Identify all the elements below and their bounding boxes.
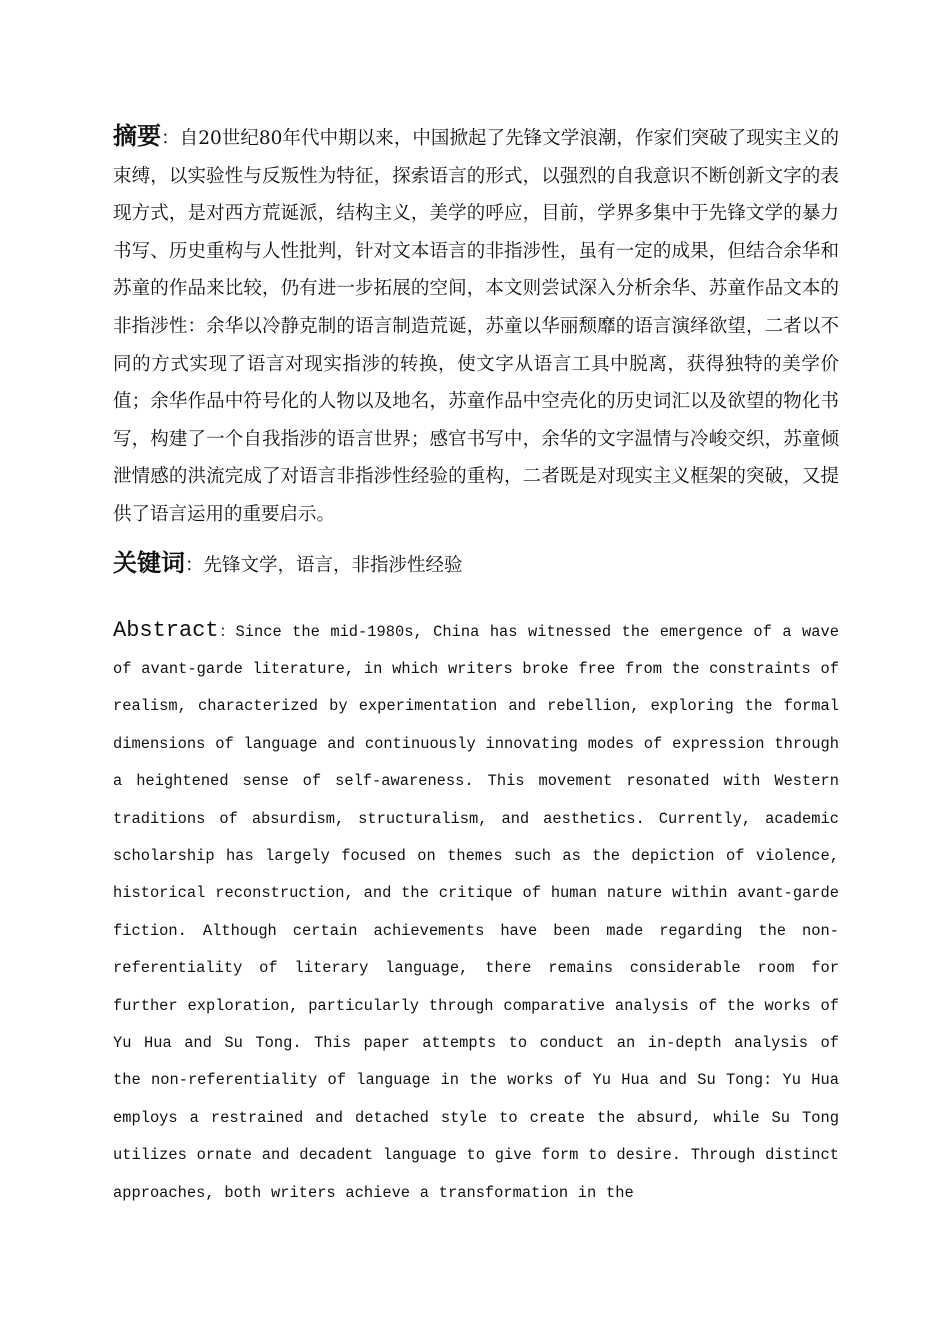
english-abstract-label: Abstract — [113, 617, 219, 643]
english-abstract-colon: ： — [218, 621, 236, 640]
chinese-abstract — [113, 118, 839, 534]
english-abstract-text: Since the mid-1980s, China has witnessed the emergence of a wave of avant-garde literature, in which writers broke free from the constraints of realism, characterized by experimentation and rebellion, exploring the formal dimensions of language and continuously innovating modes of expression through a heightened sense of self-awareness. This movement resonated with Western traditions of absurdism, structuralism, and aesthetics. Currently, academic scholarship has largely focused on themes such as the depiction of violence, historical reconstruction, and the critique of human nature within avant-garde fiction. Although certain achievements have been made regarding the non-referentiality of literary language, there remains considerable room for further exploration, particularly through comparative analysis of the works of Yu Hua and Su Tong. This paper attempts to conduct an in-depth analysis of the non-referentiality of language in the works of Yu Hua and Su Tong: Yu Hua employs a restrained and detached style to create the absurd, while Su Tong utilizes ornate and decadent language to give form to desire. Through distinct approaches, both writers achieve a transformation in the — [113, 622, 839, 1202]
chinese-abstract-label: 摘要 — [113, 122, 162, 150]
chinese-abstract-text: 自20世纪80年代中期以来，中国掀起了先锋文学浪潮，作家们突破了现实主义的束缚，以实验性与反叛性为特征，探索语言的形式，以强烈的自我意识不断创新文字的表现方式，是对西方荒诞派，结构主义，美学的呼应，目前，学界多集中于先锋文学的暴力书写、历史重构与人性批判，针对文本语言的非指涉性，虽有一定的成果，但结合余华和苏童的作品来比较，仍有进一步拓展的空间，本文则尝试深入分析余华、苏童作品文本的非指涉性：余华以冷静克制的语言制造荒诞，苏童以华丽颓靡的语言演绎欲望，二者以不同的方式实现了语言对现实指涉的转换，使文字从语言工具中脱离，获得独特的美学价值；余华作品中符号化的人物以及地名，苏童作品中空壳化的历史词汇以及欲望的物化书写，构建了一个自我指涉的语言世界；感官书写中，余华的文字温情与冷峻交织，苏童倾泄情感的洪流完成了对语言非指涉性经验的重构，二者既是对现实主义框架的突破，又提供了语言运用的重要启示。 — [113, 128, 839, 525]
chinese-keywords — [113, 543, 839, 586]
chinese-keywords-label: 关键词 — [113, 548, 185, 577]
chinese-keywords-text: 先锋文学，语言，非指涉性经验 — [203, 554, 463, 576]
chinese-keywords-colon: ： — [185, 554, 204, 576]
english-abstract — [113, 612, 839, 1213]
chinese-abstract-colon: ： — [161, 128, 180, 149]
document-page — [113, 118, 839, 1212]
